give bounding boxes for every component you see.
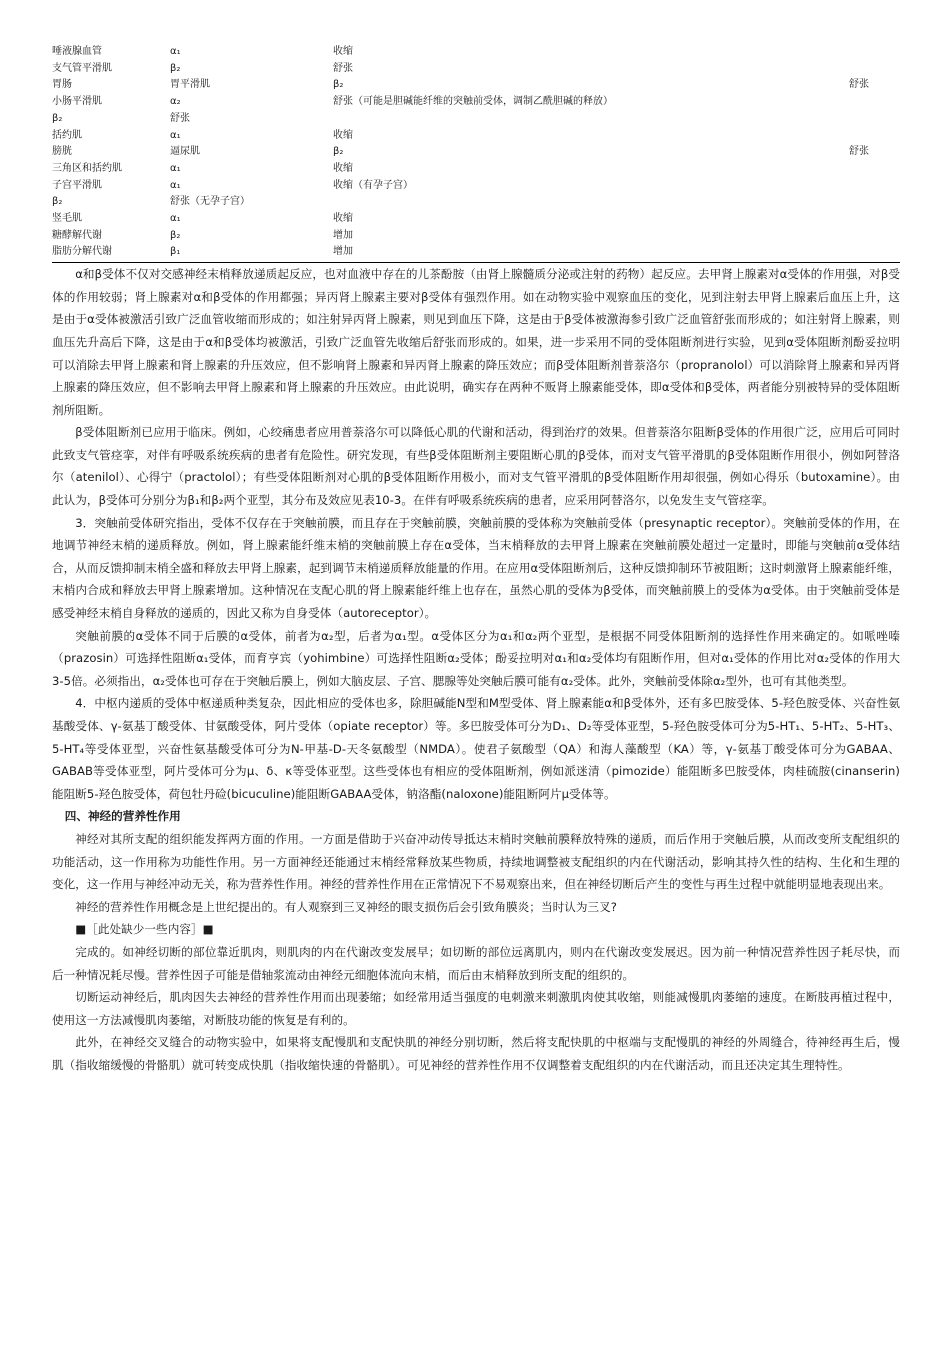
table-cell: 舒张 (333, 62, 353, 74)
table-cell: 胃肠 (52, 79, 72, 91)
table-cell: 收缩 (333, 213, 353, 225)
table-cell (849, 211, 900, 228)
table-cell: 支气管平滑肌 (52, 62, 112, 74)
table-cell (849, 178, 900, 195)
table-cell: α₁ (170, 179, 181, 191)
table-row (52, 228, 900, 245)
table-cell (849, 61, 900, 78)
table-cell: 收缩 (333, 46, 353, 57)
paragraph: α和β受体不仅对交感神经末梢释放递质起反应，也对血液中存在的儿茶酚胺（由肾上腺髓质分泌或注射的药物）起反应。去甲肾上腺素对α受体的作用强，对β受体的作用较弱；肾上腺素对α和β受体的作用都强；异丙肾上腺素主要对β受体有强烈作用。如在动物实验中观察血压的变化，见到注射去甲肾上腺素后血压上升，这是由于α受体被激活引致广泛血管收缩而形成的；如注射异丙肾上腺素，则见到血压下降，这是由于β受体被激海参引致广泛血管舒张而形成的；如注射肾上腺素，则血压先升高后下降，这是由于α和β受体均被激活，引致广泛血管先收缩后舒张而形成的。如果，进一步采用不同的受体阻断剂进行实验，见到α受体阻断剂酚妥拉明可以消除去甲肾上腺素和肾上腺素的升压效应，但不影响肾上腺素和异丙肾上腺素的降压效应；而β受体阻断剂普萘洛尔（propranolol）可以消除肾上腺素和异丙肾上腺素的降压效应，但不影响去甲肾上腺素和肾上腺素的升压效应。由此说明，确实存在两种不贩肾上腺素能受体，即α受体和β受体，两者能分别被特异的受体阻断剂所阻断。 (52, 267, 900, 417)
table-row (52, 111, 900, 128)
table-row (52, 161, 900, 178)
table-cell: 糖酵解代谢 (52, 229, 102, 241)
table-cell: 三角区和括约肌 (52, 162, 122, 174)
table-row (52, 61, 900, 78)
table-cell: 胃平滑肌 (170, 79, 210, 91)
body-text (52, 263, 900, 1076)
table-cell: 舒张（无孕子宫） (170, 196, 250, 208)
table-cell: β₂ (52, 112, 63, 124)
document-page (52, 44, 900, 1077)
table-row (52, 194, 900, 211)
paragraph: 4．中枢内递质的受体中枢递质种类复杂，因此相应的受体也多，除胆碱能N型和M型受体、肾上腺素能α和β受体外，还有多巴胺受体、5-羟色胺受体、兴奋性氨基酸受体、γ-氨基丁酸受体、甘氨酸受体，阿片受体（opiate receptor）等。多巴胺受体可分为D₁、D₂等受体亚型，5-羟色胺受体可分为5-HT₁、5-HT₂、5-HT₃、5-HT₄等受体亚型，兴奋性氨基酸受体可分为N-甲基-D-天冬氨酸型（NMDA）。使君子氨酸型（QA）和海人藻酸型（KA）等，γ-氨基丁酸受体可分为GABAA、GABAB等受体亚型，阿片受体可分为μ、δ、κ等受体亚型。这些受体也有相应的受体阻断剂，例如派迷清（pimozide）能阻断多巴胺受体，肉桂硫胺(cinanserin)能阻断5-羟色胺受体，荷包牡丹硷(bicuculine)能阻断GABAA受体，钠洛酯(naloxone)能阻断阿片μ受体等。 (52, 696, 900, 801)
table-row (52, 178, 900, 195)
table-cell: 舒张（可能是胆碱能纤维的突触前受体，调制乙酰胆碱的释放） (333, 96, 613, 108)
table-cell: β₂ (170, 62, 181, 74)
table-cell: α₁ (170, 129, 181, 141)
table-cell (849, 128, 900, 145)
table-cell (849, 244, 900, 261)
table-row (52, 94, 900, 111)
table-cell (849, 111, 900, 128)
paragraph: 神经对其所支配的组织能发挥两方面的作用。一方面是借助于兴奋冲动传导抵达末梢时突触前膜释放特殊的递质，而后作用于突触后膜，从而改变所支配组织的功能活动，这一作用称为功能性作用。另一方面神经还能通过末梢经常释放某些物质，持续地调整被支配组织的内在代谢活动，影响其持久性的结构、生化和生理的变化，这一作用与神经冲动无关，称为营养性作用。神经的营养性作用在正常情况下不易观察出来，但在神经切断后产生的变性与再生过程中就能明显地表现出来。 (52, 831, 900, 892)
table-cell: 增加 (333, 229, 353, 241)
paragraph: 神经的营养性作用概念是上世纪提出的。有人观察到三叉神经的眼支损伤后会引致角膜炎；当时认为三叉? (75, 899, 618, 914)
table-cell: 括约肌 (52, 129, 82, 141)
paragraph: β受体阻断剂已应用于临床。例如，心绞痛患者应用普萘洛尔可以降低心肌的代谢和活动，得到治疗的效果。但普萘洛尔阻断β受体的作用很广泛，应用后可同时此致支气管痉挛，对伴有呼吸系统疾病的患者有危险性。研究发现，有些β受体阻断剂主要阻断心肌的β受体，而对支气管平滑肌的β受体阻断作用很小，例如阿替洛尔（atenilol）、心得宁（practolol）；有些受体阻断剂对心肌的β受体阻断作用极小，而对支气管平滑肌的β受体阻断作用却很强，例如心得乐（butoxamine）。由此认为，β受体可分别分为β₁和β₂两个亚型，其分布及效应见表10-3。在伴有呼吸系统疾病的患者，应采用阿替洛尔，以免发生支气管痉挛。 (52, 425, 900, 508)
table-cell: 舒张 (849, 79, 869, 91)
table-row (52, 144, 900, 161)
table-cell: 唾液腺血管 (52, 46, 102, 57)
table-cell: β₁ (170, 246, 181, 258)
table-cell (849, 94, 900, 111)
table-cell: β₂ (333, 146, 344, 158)
table-cell: 收缩 (333, 162, 353, 174)
table-cell: 脂肪分解代谢 (52, 246, 112, 258)
table-cell: 逼尿肌 (170, 146, 200, 158)
paragraph: 完成的。如神经切断的部位靠近肌肉，则肌肉的内在代谢改变发展早；如切断的部位远离肌内，则内在代谢改变发展迟。因为前一种情况营养性因子耗尽快，而后一种情况耗尽慢。营养性因子可能是借轴浆流动由神经元细胞体流向末梢，而后由末梢释放到所支配的组织的。 (52, 944, 900, 982)
paragraph: 切断运动神经后，肌肉因失去神经的营养性作用而出现萎缩；如经常用适当强度的电刺激来刺激肌肉使其收缩，则能减慢肌肉萎缩的速度。在断肢再植过程中，使用这一方法减慢肌肉萎缩，对断肢功能的恢复是有利的。 (52, 990, 900, 1027)
table-cell (333, 194, 849, 211)
table-cell: α₂ (170, 96, 181, 108)
table-cell (849, 194, 900, 211)
table-cell: α₁ (170, 46, 181, 57)
table-cell (849, 44, 900, 61)
table-cell (849, 228, 900, 245)
table-cell: 增加 (333, 246, 353, 258)
paragraph: 突触前膜的α受体不同于后膜的α受体，前者为α₂型，后者为α₁型。α受体区分为α₁和α₂两个亚型，是根据不同受体阻断剂的选择性作用来确定的。如哌唑嗪（prazosin）可选择性阻断α₁受体，而育亨宾（yohimbine）可选择性阻断α₂受体；酚妥拉明对α₁和α₂受体均有阻断作用，但对α₁受体的作用比对α₂受体的作用大3-5倍。必须指出，α₂受体也可存在于突触后膜上，例如大脑皮层、子宫、腮腺等处突触后膜可能有α₂受体。此外，突触前受体除α₂型外，也可有其他类型。 (52, 628, 900, 688)
table-cell: 竖毛肌 (52, 213, 82, 225)
table-cell: 收缩 (333, 129, 353, 141)
paragraph: 此外，在神经交叉缝合的动物实验中，如果将支配慢肌和支配快肌的神经分别切断，然后将支配快肌的中枢端与支配慢肌的神经的外周缝合，待神经再生后，慢肌（指收缩缓慢的骨骼肌）就可转变成快肌（指收缩快速的骨骼肌）。可见神经的营养性作用不仅调整着支配组织的内在代谢活动，而且还决定其生理特性。 (52, 1035, 900, 1072)
table-cell: 舒张 (849, 146, 869, 158)
table-cell: 子宫平滑肌 (52, 179, 102, 191)
table-cell (849, 161, 900, 178)
table-cell: β₂ (333, 79, 344, 91)
table-row (52, 77, 900, 94)
table-cell: 膀胱 (52, 146, 72, 158)
table-cell: 收缩（有孕子宫） (333, 179, 413, 191)
table-row (52, 44, 900, 61)
table-row (52, 244, 900, 261)
table-cell: 舒张 (170, 112, 190, 124)
paragraph: ■［此处缺少一些内容］■ (75, 922, 214, 937)
table-cell: β₂ (52, 196, 63, 208)
table-cell: β₂ (170, 229, 181, 241)
receptor-effects-table (52, 44, 900, 261)
table-row (52, 211, 900, 228)
section-heading: 四、神经的营养性作用 (64, 809, 181, 824)
table-cell: α₁ (170, 213, 181, 225)
table-cell (333, 111, 849, 128)
table-cell: 小肠平滑肌 (52, 96, 102, 108)
paragraph: 3．突触前受体研究指出，受体不仅存在于突触前膜，而且存在于突触前膜，突触前膜的受体称为突触前受体（presynaptic receptor）。突触前受体的作用，在地调节神经末梢的递质释放。例如，肾上腺素能纤维末梢的突触前膜上存在α受体，当末梢释放的去甲肾上腺素在突触前膜处超过一定量时，即能与突触前α受体结合，从而反馈抑制末梢全盛和释放去甲肾上腺素，起到调节末梢递质释放能量的作用。在应用α受体阻断剂后，这种反馈抑制环节被阻断；这时刺激肾上腺素能纤维，末梢内合成和释放去甲肾上腺素增加。这种情况在支配心肌的肾上腺素能纤维上也存在，虽然心肌的受体为β受体，而突触前膜上的受体为α受体。由于突触前受体是感受神经末梢自身释放的递质的，因此又称为自身受体（autoreceptor）。 (52, 515, 900, 621)
table-row (52, 128, 900, 145)
table-cell: α₁ (170, 162, 181, 174)
